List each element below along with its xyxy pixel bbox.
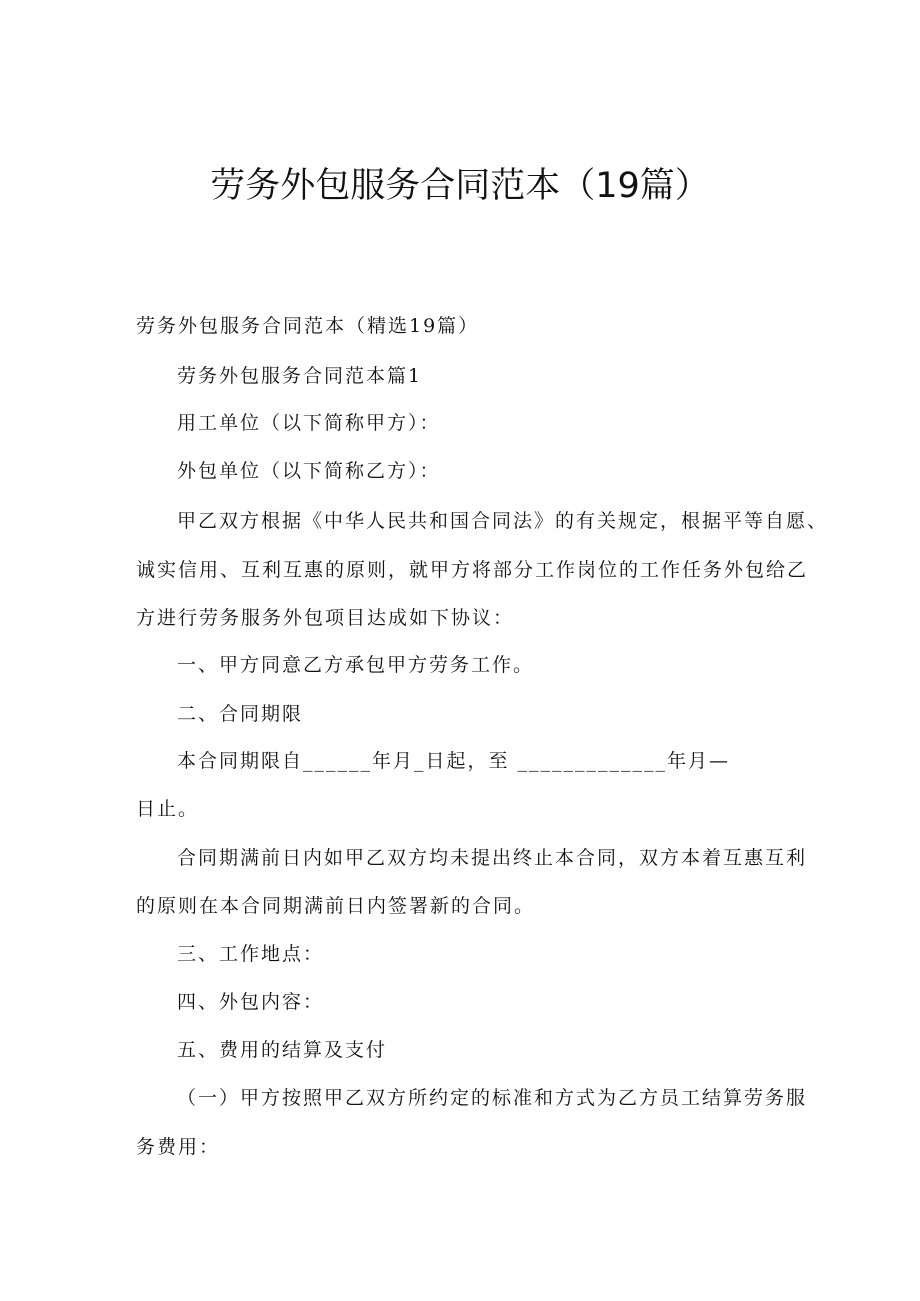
paragraph-line: 务费用： xyxy=(136,1136,221,1158)
paragraph-line: 诚实信用、互利互惠的原则，就甲方将部分工作岗位的工作任务外包给乙 xyxy=(136,559,809,581)
clause-heading: 四、外包内容： xyxy=(177,991,325,1013)
document-title: 劳务外包服务合同范本（19篇） xyxy=(210,166,710,206)
paragraph-line: 的原则在本合同期满前日内签署新的合同。 xyxy=(136,895,536,917)
clause-line: 一、甲方同意乙方承包甲方劳务工作。 xyxy=(177,654,535,676)
term-line: 本合同期限自______年月_日起，至 _____________年月— xyxy=(177,750,731,772)
paragraph-line: 合同期满前日内如甲乙双方均未提出终止本合同，双方本着互惠互利 xyxy=(177,847,808,869)
clause-heading: 五、费用的结算及支付 xyxy=(177,1039,388,1061)
paragraph-line: 甲乙双方根据《中华人民共和国合同法》的有关规定，根据平等自愿、 xyxy=(177,510,829,532)
clause-heading: 三、工作地点： xyxy=(177,943,325,965)
party-a-line: 用工单位（以下简称甲方）： xyxy=(177,412,441,434)
paragraph-line: 方进行劳务服务外包项目达成如下协议： xyxy=(136,607,515,629)
clause-heading: 二、合同期限 xyxy=(177,703,304,725)
section-heading: 劳务外包服务合同范本篇1 xyxy=(177,365,423,387)
paragraph-line: （一）甲方按照甲乙双方所约定的标准和方式为乙方员工结算劳务服 xyxy=(177,1087,808,1109)
party-b-line: 外包单位（以下简称乙方）： xyxy=(177,460,441,482)
term-line: 日止。 xyxy=(136,798,200,820)
intro-line: 劳务外包服务合同范本（精选19篇） xyxy=(136,315,480,337)
